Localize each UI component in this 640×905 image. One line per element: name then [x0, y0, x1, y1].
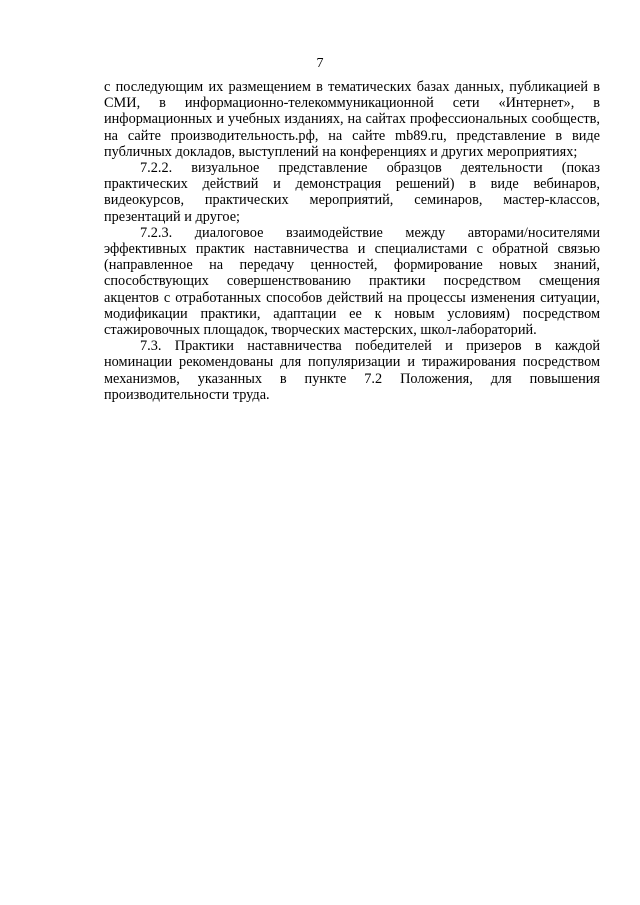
paragraph-text: с последующим их размещением в тематических базах данных, публикацией в СМИ, в информационно-телекоммуникационной сети «Интернет», в информационных и учебных изданиях, на сайтах профессиональных сообществ, на сайте производительность.рф, на сайте mb89.ru, представление в виде публичных докладов, выступлений на конференциях и других мероприятиях; — [104, 79, 600, 160]
paragraph-number: 7.3. — [140, 338, 162, 355]
paragraph-text: диалоговое взаимодействие между авторами/носителями эффективных практик наставничества и специалистами с обратной связью (направленное на передачу ценностей, формирование новых знаний, способствующих совершенствованию практики посредством смещения акцентов с отработанных способов действий на процессы изменения ситуации, модификации практики, адаптации ее к новым условиям) посредством стажировочных площадок, творческих мастерских, школ-лабораторий. — [104, 224, 600, 339]
paragraph-7-3 — [104, 338, 600, 403]
paragraph-7-2-2 — [104, 160, 600, 225]
paragraph-number: 7.2.3. — [140, 224, 173, 241]
paragraph-7-2-3 — [104, 225, 600, 338]
paragraph-continuation — [104, 79, 600, 160]
paragraph-number: 7.2.2. — [140, 160, 173, 177]
paragraph-text: визуальное представление образцов деятельности (показ практических действий и демонстрация решений) в виде вебинаров, видеокурсов, практических мероприятий, семинаров, мастер-классов, презентаций и другое; — [104, 160, 600, 225]
document-body — [104, 79, 600, 403]
paragraph-text: Практики наставничества победителей и призеров в каждой номинации рекомендованы для популяризации и тиражирования посредством механизмов, указанных в пункте 7.2 Положения, для повышения производительности труда. — [104, 338, 601, 403]
page-number: 7 — [316, 56, 324, 71]
